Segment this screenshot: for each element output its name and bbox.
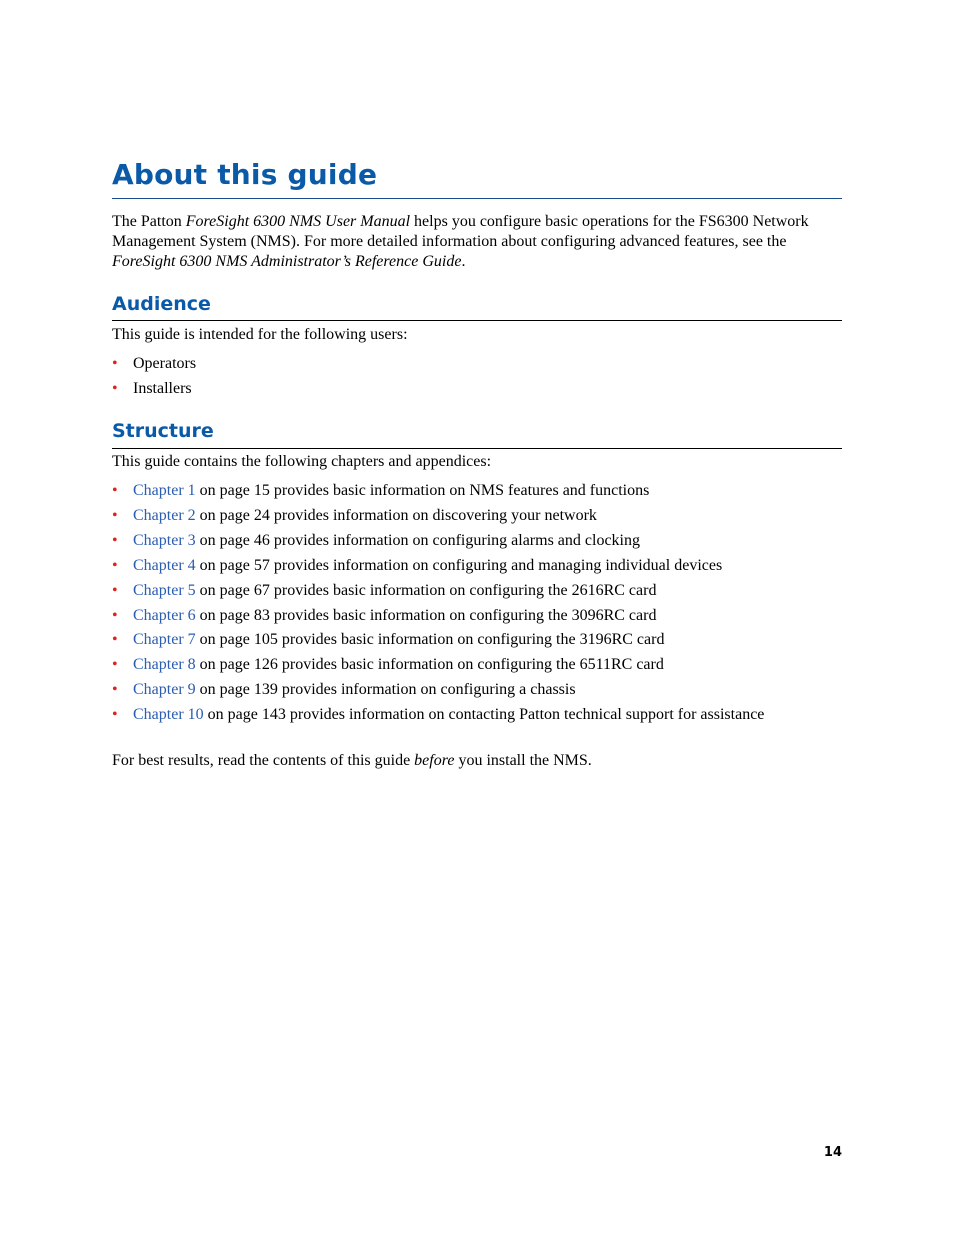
list-item (112, 529, 842, 554)
list-item (112, 604, 842, 629)
bullet-icon: • (112, 556, 118, 574)
chapter-10-link[interactable]: Chapter 10 (133, 706, 204, 724)
title-rule (112, 198, 842, 199)
list-item (112, 628, 842, 653)
chapter-description: on page 143 provides information on contacting Patton technical support for assistance (203, 706, 765, 724)
closing-text-2: you install the NMS. (454, 752, 592, 769)
list-item (112, 703, 842, 728)
list-item (112, 504, 842, 529)
list-item (112, 479, 842, 504)
list-item (112, 554, 842, 579)
intro-paragraph (112, 212, 842, 272)
intro-manual-title: ForeSight 6300 NMS User Manual (185, 213, 411, 230)
chapter-4-link[interactable]: Chapter 4 (133, 556, 196, 574)
chapter-9-link[interactable]: Chapter 9 (133, 681, 196, 699)
closing-text-1: For best results, read the contents of this guide (112, 752, 415, 769)
intro-text-2: helps you configure basic operations for the FS6300 Network Management System (NMS). For more detailed information about configuring advanced features, see the (112, 213, 809, 250)
chapter-description: on page 139 provides information on configuring a chassis (195, 681, 576, 699)
list-item (112, 377, 842, 402)
bullet-icon: • (112, 581, 118, 599)
chapter-1-link[interactable]: Chapter 1 (133, 482, 196, 499)
chapter-description: on page 46 provides information on configuring alarms and clocking (195, 531, 640, 549)
chapter-description: on page 24 provides information on discovering your network (195, 506, 597, 524)
bullet-icon: • (112, 606, 118, 624)
chapter-8-link[interactable]: Chapter 8 (133, 656, 196, 674)
chapter-description: on page 67 provides basic information on configuring the 2616RC card (195, 581, 657, 599)
bullet-icon: • (112, 656, 118, 674)
structure-rule (112, 448, 842, 449)
bullet-icon: • (112, 506, 118, 524)
audience-item: Operators (133, 355, 197, 372)
audience-item: Installers (133, 379, 192, 397)
structure-heading: Structure (112, 420, 214, 442)
list-item (112, 678, 842, 703)
list-item (112, 352, 842, 377)
closing-paragraph (112, 751, 842, 771)
chapter-3-link[interactable]: Chapter 3 (133, 531, 196, 549)
intro-text-3: . (461, 253, 466, 270)
audience-list (112, 352, 842, 402)
audience-rule (112, 320, 842, 321)
bullet-icon: • (112, 482, 118, 499)
page-title: About this guide (112, 158, 378, 191)
bullet-icon: • (112, 631, 118, 649)
chapter-description: on page 83 provides basic information on configuring the 3096RC card (195, 606, 657, 624)
list-item (112, 579, 842, 604)
chapter-description: on page 15 provides basic information on NMS features and functions (195, 482, 650, 499)
structure-lead: This guide contains the following chapters and appendices: (112, 453, 492, 470)
bullet-icon: • (112, 531, 118, 549)
chapter-description: on page 57 provides information on configuring and managing individual devices (195, 556, 723, 574)
audience-lead: This guide is intended for the following users: (112, 326, 408, 343)
chapter-description: on page 126 provides basic information on configuring the 6511RC card (195, 656, 664, 674)
chapter-7-link[interactable]: Chapter 7 (133, 631, 196, 649)
bullet-icon: • (112, 355, 118, 372)
chapter-list (112, 479, 842, 728)
bullet-icon: • (112, 681, 118, 699)
chapter-2-link[interactable]: Chapter 2 (133, 506, 196, 524)
bullet-icon: • (112, 706, 118, 724)
audience-heading: Audience (112, 293, 211, 315)
chapter-description: on page 105 provides basic information on configuring the 3196RC card (195, 631, 665, 649)
intro-text-1: The Patton (112, 213, 186, 230)
page-number: 14 (823, 1145, 842, 1160)
closing-emphasis: before (414, 752, 455, 769)
chapter-5-link[interactable]: Chapter 5 (133, 581, 196, 599)
list-item (112, 653, 842, 678)
chapter-6-link[interactable]: Chapter 6 (133, 606, 196, 624)
intro-reference-title: ForeSight 6300 NMS Administrator’s Reference Guide (112, 253, 462, 270)
bullet-icon: • (112, 379, 118, 397)
